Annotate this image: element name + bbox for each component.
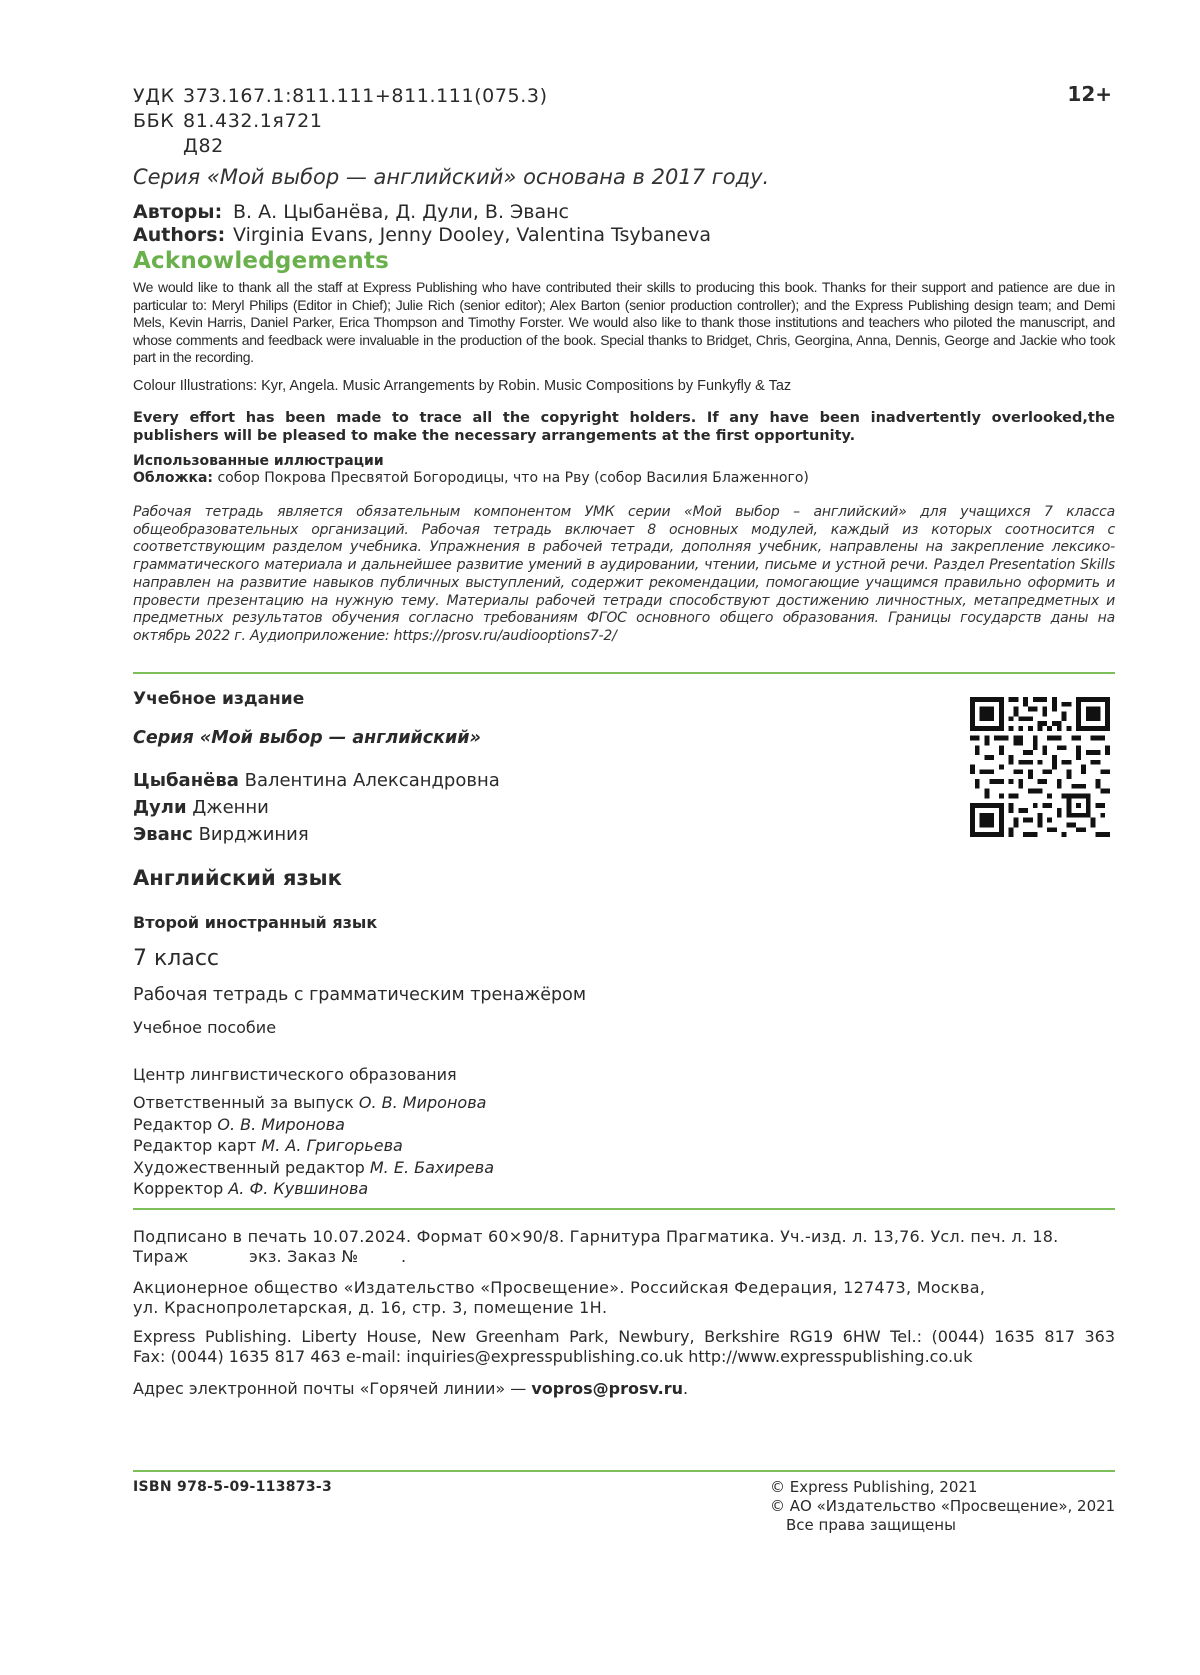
staff-row: Ответственный за выпуск О. В. Миронова <box>133 1093 487 1112</box>
author-name-3: Эванс Вирджиния <box>133 824 309 845</box>
bbk-label: ББК <box>133 110 175 132</box>
staff-row: Художественный редактор М. Е. Бахирева <box>133 1157 494 1177</box>
divider-bottom <box>133 1470 1115 1472</box>
publisher-address: Акционерное общество «Издательство «Просвещение». Российская Федерация, 127473, Москва, ул. Краснопролетарская, д. 16, стр. 3, помещение 1Н. <box>133 1278 986 1317</box>
authors-en-names: Virginia Evans, Jenny Dooley, Valentina Tsybaneva <box>233 224 711 246</box>
divider-top <box>133 672 1115 674</box>
authors-ru-label: Авторы: <box>133 201 223 223</box>
textbook-aid-label: Учебное пособие <box>133 1018 277 1037</box>
copyright-prosv: © АО «Издательство «Просвещение», 2021 <box>770 1497 1116 1515</box>
workbook-description: Рабочая тетрадь является обязательным компонентом УМК серии «Мой выбор – английский» для учащихся 7 класса общеобразовательных организаций. Рабочая тетрадь включает 8 основных модулей, каждый из которых соотносится с соответствующим разделом учебника. Упражнения в рабочей тетради, дополняя учебник, направлены на закрепление лексико-грамматического материала и дальнейшее развитие умений в аудировании, чтении, письме и устной речи. Раздел Presentation Skills направлен на развитие навыков публичных выступлений, содержит рекомендации, помогающие учащимся правильно оформить и провести презентацию на нужную тему. Материалы рабочей тетради способствуют достижению личностных, метапредметных и предметных результатов обучения согласно требованиям ФГОС основного общего образования. Границы государств даны на октябрь 2022 г. Аудиоприложение: https://prosv.ru/audiooptions7-2/ <box>133 504 1115 644</box>
divider-middle <box>133 1208 1115 1210</box>
authors-en-label: Authors: <box>133 224 226 246</box>
language-level: Второй иностранный язык <box>133 913 378 932</box>
edition-series: Серия «Мой выбор — английский» <box>133 728 481 748</box>
rights-reserved: Все права защищены <box>786 1516 956 1534</box>
grade-label: 7 класс <box>133 946 220 971</box>
workbook-title: Рабочая тетрадь с грамматическим тренажёром <box>133 985 587 1005</box>
authors-block <box>133 201 711 247</box>
staff-list <box>133 1092 494 1200</box>
bbk-value: 81.432.1я721 <box>183 110 323 132</box>
express-publishing-contacts: Express Publishing. Liberty House, New Greenham Park, Newbury, Berkshire RG19 6HW Tel.: (0044) 1635 817 363 Fax: (0044) 1635 817 463 e-mail: inquiries@expresspublishing.co.uk http://www.expresspublishing.co.uk <box>133 1327 1115 1366</box>
illustrations-heading: Использованные иллюстрации <box>133 453 384 469</box>
classification-codes <box>133 84 548 159</box>
staff-row: Корректор А. Ф. Кувшинова <box>133 1179 369 1198</box>
age-rating: 12+ <box>1067 82 1112 106</box>
hotline-email-link[interactable]: vopros@prosv.ru <box>531 1379 683 1398</box>
cover-label: Обложка: <box>133 470 214 486</box>
udk-label: УДК <box>133 85 175 107</box>
authors-ru-names: В. А. Цыбанёва, Д. Дули, В. Эванс <box>233 201 570 223</box>
udk-value: 373.167.1:811.111+811.111(075.3) <box>183 85 548 107</box>
print-details <box>133 1227 1115 1267</box>
acknowledgements-text: We would like to thank all the staff at Express Publishing who have contributed their skills to producing this book. Thanks for their support and patience are due in particular to: Meryl Philips (Editor in Chief); Julie Rich (senior editor); Alex Barton (senior production controller); and the Express Publishing design team; and Demi Mels, Kevin Harris, Daniel Parker, Erica Thompson and Timothy Forster. We would also like to thank those institutions and teachers who piloted the manuscript, and whose comments and feedback were invaluable in the production of the book. Special thanks to Bridget, Chris, Georgina, Anna, Dennis, George and Jackie who took part in the recording. <box>133 279 1115 365</box>
hotline-email: Адрес электронной почты «Горячей линии» — vopros@prosv.ru. <box>133 1379 689 1398</box>
series-founded: Серия «Мой выбор — английский» основана в 2017 году. <box>133 165 770 189</box>
cover-text: собор Покрова Пресвятой Богородицы, что на Рву (собор Василия Блаженного) <box>213 470 809 486</box>
isbn: ISBN 978-5-09-113873-3 <box>133 1479 333 1495</box>
acknowledgements-title: Acknowledgements <box>133 248 389 274</box>
print-run: Тираж экз. Заказ № . <box>133 1247 407 1266</box>
author-name-2: Дули Дженни <box>133 797 269 818</box>
illustrations-block <box>133 453 809 487</box>
subject-title: Английский язык <box>133 866 342 890</box>
staff-row: Редактор О. В. Миронова <box>133 1114 345 1134</box>
copyright-holders-note: Every effort has been made to trace all the copyright holders. If any have been inadvertently overlooked,the publishers will be pleased to make the necessary arrangements at the first opportunity. <box>133 410 1115 444</box>
copyright-express: © Express Publishing, 2021 <box>770 1478 978 1496</box>
author-code: Д82 <box>183 135 224 157</box>
illustration-music-credits: Colour Illustrations: Kyr, Angela. Music Arrangements by Robin. Music Compositions by Funkyfly & Taz <box>133 378 792 394</box>
publishing-center: Центр лингвистического образования <box>133 1065 457 1084</box>
author-full-names <box>133 767 500 848</box>
copyright-block <box>770 1478 1115 1535</box>
qr-code-icon[interactable] <box>970 697 1110 837</box>
staff-row: Редактор карт М. А. Григорьева <box>133 1136 403 1155</box>
edition-type: Учебное издание <box>133 689 305 709</box>
signed-to-print: Подписано в печать 10.07.2024. Формат 60×90/8. Гарнитура Прагматика. Уч.-изд. л. 13,76. Усл. печ. л. 18. <box>133 1227 1059 1246</box>
author-name-1: Цыбанёва Валентина Александровна <box>133 770 500 791</box>
